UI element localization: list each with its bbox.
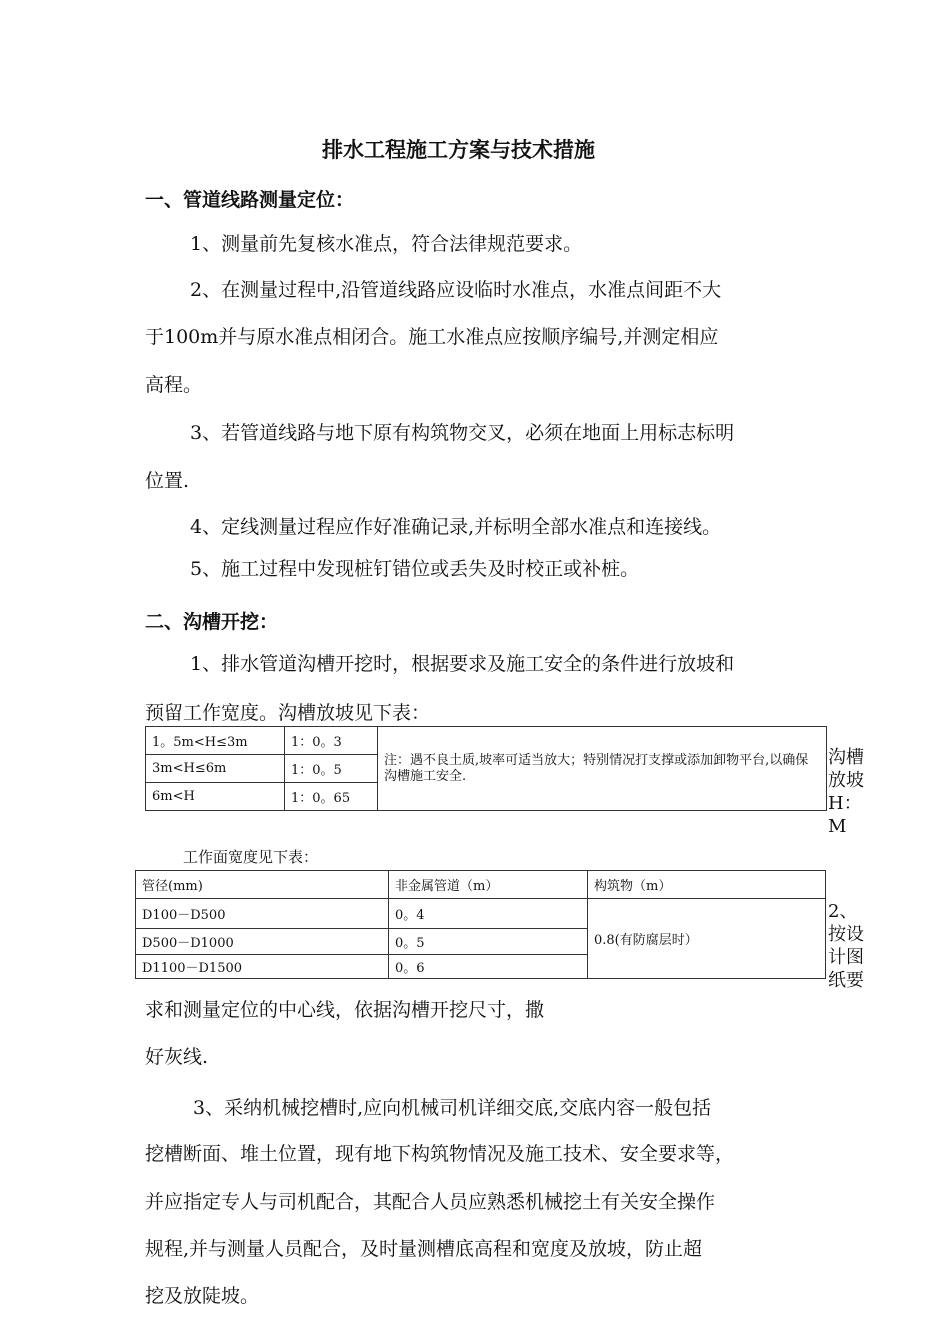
paragraph-line: 高程。 — [145, 374, 203, 396]
table-cell-merged: 0.8(有防腐层时） — [588, 899, 826, 979]
slope-note: 注：遇不良土质,坡率可适当放大；特别情况打支撑或添加卸物平台,以确保沟槽施工安全. — [378, 727, 827, 811]
section-heading-2: 二、沟槽开挖： — [145, 611, 279, 633]
table-cell: D100－D500 — [136, 899, 389, 929]
table-header-cell: 构筑物（m） — [588, 871, 826, 899]
table-cell: 0。5 — [389, 929, 588, 955]
section-heading-1: 一、管道线路测量定位： — [145, 189, 355, 211]
table-header-cell: 非金属管道（m） — [389, 871, 588, 899]
paragraph-line: 规程,并与测量人员配合，及时量测槽底高程和宽度及放坡，防止超 — [145, 1238, 703, 1260]
table-cell: 1。5m<H≤3m — [146, 727, 285, 755]
paragraph-line: 求和测量定位的中心线，依据沟槽开挖尺寸，撒 — [145, 999, 545, 1021]
page-title: 排水工程施工方案与技术措施 — [322, 138, 595, 162]
paragraph-line: 3、采纳机械挖槽时,应向机械司机详细交底,交底内容一般包括 — [193, 1097, 712, 1119]
paragraph-line: 挖及放陡坡。 — [145, 1285, 260, 1307]
paragraph-line: 1、排水管道沟槽开挖时，根据要求及施工安全的条件进行放坡和 — [190, 653, 735, 675]
paragraph-line: 位置. — [145, 470, 190, 492]
paragraph-line: 1、测量前先复核水准点，符合法律规范要求。 — [190, 233, 583, 255]
paragraph-line: 好灰线. — [145, 1046, 209, 1068]
table-cell: 1：0。5 — [285, 755, 378, 783]
table-cell: D500－D1000 — [136, 929, 389, 955]
paragraph-line: 挖槽断面、堆土位置，现有地下构筑物情况及施工技术、安全要求等， — [145, 1143, 735, 1165]
table-header-cell: 管径(mm) — [136, 871, 389, 899]
table-cell: 6m<H — [146, 783, 285, 811]
paragraph-line: 2、在测量过程中,沿管道线路应设临时水准点，水准点间距不大 — [190, 279, 722, 301]
paragraph-line: 4、定线测量过程应作好准确记录,并标明全部水准点和连接线。 — [190, 516, 722, 538]
paragraph-line: 并应指定专人与司机配合，其配合人员应熟悉机械挖土有关安全操作 — [145, 1191, 716, 1213]
width-table — [135, 870, 826, 979]
table-cell: 3m<H≤6m — [146, 755, 285, 783]
width-side-text: 2、按设计图纸要 — [828, 901, 864, 991]
slope-side-text: 沟槽放坡H：M — [828, 747, 864, 837]
table-cell: 0。4 — [389, 899, 588, 929]
table-cell: 1：0。65 — [285, 783, 378, 811]
table-cell: D1100－D1500 — [136, 955, 389, 979]
table-cell: 0。6 — [389, 955, 588, 979]
table-cell: 1：0。3 — [285, 727, 378, 755]
paragraph-line: 于100m并与原水准点相闭合。施工水准点应按顺序编号,并测定相应 — [145, 326, 719, 348]
paragraph-line: 3、若管道线路与地下原有构筑物交叉，必须在地面上用标志标明 — [190, 422, 735, 444]
slope-table — [145, 726, 827, 811]
paragraph-line: 预留工作宽度。沟槽放坡见下表： — [145, 702, 431, 724]
paragraph-line: 5、施工过程中发现桩钉错位或丢失及时校正或补桩。 — [190, 558, 640, 580]
width-table-caption: 工作面宽度见下表： — [183, 848, 319, 866]
